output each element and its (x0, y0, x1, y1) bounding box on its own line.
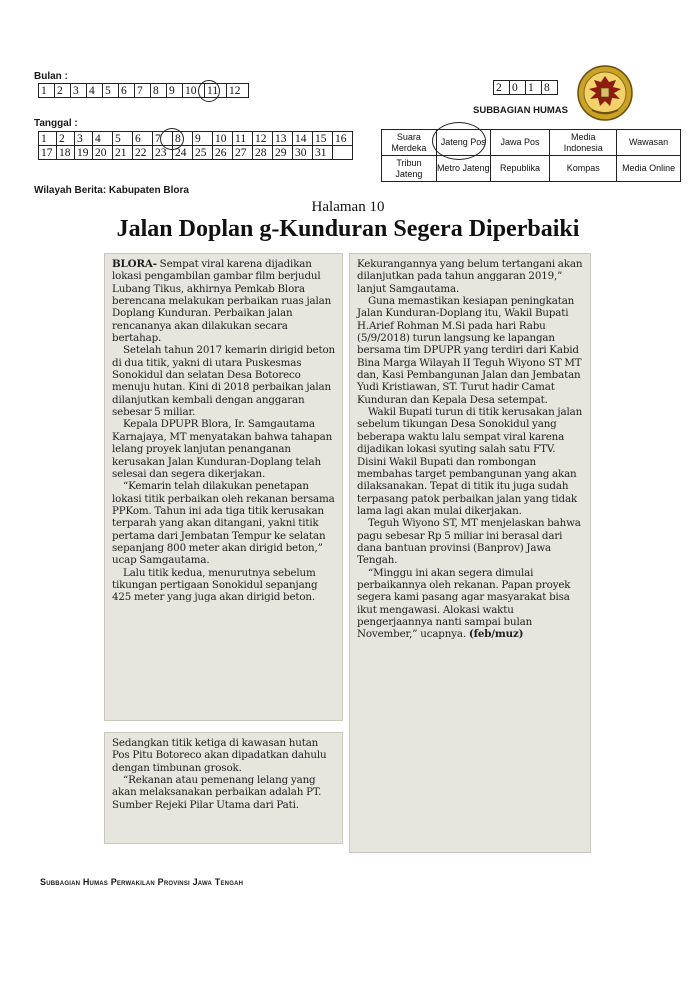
month-cell: 7 (135, 84, 151, 98)
day-cell: 1 (39, 132, 57, 146)
article-paragraph: Kepala DPUPR Blora, Ir. Samgautama Karnajaya, MT menyatakan bahwa tahapan lelang proyek lanjutan penanganan kerusakan Jalan Kunduran-Doplang telah selesai dan segera dikerjakan. (112, 418, 333, 480)
month-cell: 5 (103, 84, 119, 98)
day-cell: 10 (213, 132, 233, 146)
headline: Jalan Doplan g-Kunduran Segera Diperbaiki (116, 216, 580, 242)
day-cell: 31 (313, 146, 333, 160)
day-cell: 12 (253, 132, 273, 146)
day-cell: 23 (153, 146, 173, 160)
day-cell: 2 (57, 132, 75, 146)
subbagian-humas-label: SUBBAGIAN HUMAS (473, 105, 568, 116)
day-cell: 27 (233, 146, 253, 160)
year-box (493, 80, 558, 95)
article-paragraph: Kekurangannya yang belum tertangani akan dilanjutkan pada tahun anggaran 2019,” lanjut Samgautama. (357, 258, 583, 295)
day-cell: 7 (153, 132, 173, 146)
month-cell: 10 (183, 84, 205, 98)
year-digit-cell: 0 (510, 81, 526, 95)
media-table (381, 129, 681, 182)
article-paragraph: “Kemarin telah dilakukan penetapan lokasi titik perbaikan oleh rekanan bersama PPKom. Tahun ini ada tiga titik kerusakan terparah yang akan ditangani, yakni titik pertama dari Jembatan Tempur ke selatan sepanjang 800 meter akan dirigid beton,” ucap Samgautama. (112, 480, 335, 567)
clipping-column-1b (104, 732, 343, 844)
garuda-emblem-icon (576, 64, 634, 122)
clipping-column-2 (349, 253, 591, 853)
article-paragraph: Lalu titik kedua, menurutnya sebelum tikungan pertigaan Sonokidul sepanjang 425 meter yang juga akan dirigid beton. (112, 566, 318, 604)
month-cell: 6 (119, 84, 135, 98)
media-jawa-pos: Jawa Pos (490, 130, 550, 156)
article-paragraph: Sedangkan titik ketiga di kawasan hutan Pos Pitu Botoreco akan dipadatkan dahulu dengan timbunan grosok. (112, 737, 327, 774)
day-cell: 18 (57, 146, 75, 160)
day-cell: 29 (273, 146, 293, 160)
media-media-indonesia: Media Indonesia (550, 130, 617, 156)
month-cell: 1 (39, 84, 55, 98)
month-cell: 12 (227, 84, 249, 98)
day-cell: 14 (293, 132, 313, 146)
month-cell: 4 (87, 84, 103, 98)
day-cell: 6 (133, 132, 153, 146)
month-cell: 8 (151, 84, 167, 98)
day-cell: 25 (193, 146, 213, 160)
media-suara-merdeka: Suara Merdeka (382, 130, 437, 156)
day-cell: 22 (133, 146, 153, 160)
year-digit-cell: 8 (542, 81, 558, 95)
byline: (feb/muz) (468, 628, 524, 641)
media-media-online: Media Online (617, 156, 681, 182)
day-cell: 15 (313, 132, 333, 146)
month-cell: 9 (167, 84, 183, 98)
day-cell: 21 (113, 146, 133, 160)
tanggal-label: Tanggal : (34, 118, 78, 129)
day-cell (333, 146, 353, 160)
day-cell: 16 (333, 132, 353, 146)
dateline: BLORA- (112, 258, 157, 270)
article-paragraph: Guna memastikan kesiapan peningkatan Jalan Kunduran-Doplang itu, Wakil Bupati H.Arief Rohman M.Si pada hari Rabu (5/9/2018) turun langsung ke lapangan bersama tim DPUPR yang terdiri dari Kabid Bina Marga Wilayah II Teguh Wiyono ST MT dan, Kasi Pembangunan Jalan dan Jembatan Yudi Kristiawan, ST. Turut hadir Camat Kunduran dan Kepala Desa setempat. (357, 295, 582, 406)
article-paragraph: “Minggu ini akan segera dimulai perbaikannya oleh rekanan. Papan proyek segera kami pasang agar masyarakat bisa ikut mengawasi. Alokasi waktu pengerjaannya nanti sampai bulan November,” ucapnya. (feb/muz) (357, 566, 571, 641)
day-cell: 13 (273, 132, 293, 146)
clipping-column-1 (104, 253, 343, 721)
article-paragraph: Teguh Wiyono ST, MT menjelaskan bahwa pagu sebesar Rp 5 miliar ini berasal dari dana bantuan provinsi (Banprov) Jawa Tengah. (357, 517, 581, 567)
article-paragraph: Wakil Bupati turun di titik kerusakan jalan sebelum tikungan Desa Sonokidul yang beberapa waktu lalu sempat viral karena dijadikan lokasi syuting salah satu FTV. Disini Wakil Bupati dan rombongan membahas target pembangunan yang akan dilaksanakan. Tepat di titik itu juga sudah terpasang patok perbaikan jalan yang tidak lama lagi akan mulai dikerjakan. (357, 406, 583, 517)
article-paragraph: BLORA- Sempat viral karena dijadikan lokasi pengambilan gambar film berjudul Lubang Tikus, akhirnya Pemkab Blora berencana melakukan perbaikan ruas jalan Doplang Kunduran. Perbaikan jalan rencananya akan dilakukan secara bertahap. (112, 258, 332, 345)
day-cell: 5 (113, 132, 133, 146)
day-grid (38, 131, 353, 160)
year-digit-cell: 1 (526, 81, 542, 95)
media-jateng-pos: Jateng Pos (436, 130, 490, 156)
bulan-label: Bulan : (34, 71, 68, 82)
month-cell: 3 (71, 84, 87, 98)
page-number: Halaman 10 (311, 199, 385, 215)
day-cell: 8 (173, 132, 193, 146)
day-cell: 24 (173, 146, 193, 160)
article-paragraph: Setelah tahun 2017 kemarin dirigid beton di dua titik, yakni di utara Puskesmas Sonokidul dan selatan Desa Botoreco menuju hutan. Kini di 2018 perbaikan jalan dilanjutkan kembali dengan anggaran sebesar 5 miliar. (112, 344, 335, 419)
month-cell: 2 (55, 84, 71, 98)
day-cell: 9 (193, 132, 213, 146)
wilayah-berita: Wilayah Berita: Kabupaten Blora (34, 185, 189, 196)
year-digit-cell: 2 (494, 81, 510, 95)
day-cell: 19 (75, 146, 93, 160)
day-cell: 4 (93, 132, 113, 146)
media-tribun-jateng: Tribun Jateng (382, 156, 437, 182)
day-cell: 11 (233, 132, 253, 146)
media-kompas: Kompas (550, 156, 617, 182)
media-wawasan: Wawasan (617, 130, 681, 156)
day-cell: 17 (39, 146, 57, 160)
day-cell: 3 (75, 132, 93, 146)
month-grid (38, 83, 249, 98)
day-cell: 28 (253, 146, 273, 160)
article-paragraph: “Rekanan atau pemenang lelang yang akan melaksanakan perbaikan adalah PT. Sumber Rejeki Pilar Utama dari Pati. (112, 774, 322, 811)
day-cell: 20 (93, 146, 113, 160)
day-cell: 26 (213, 146, 233, 160)
media-republika: Republika (490, 156, 550, 182)
month-cell: 11 (205, 84, 227, 98)
footer-office: Subbagian Humas Perwakilan Provinsi Jawa Tengah (40, 877, 244, 887)
day-cell: 30 (293, 146, 313, 160)
media-metro-jateng: Metro Jateng (436, 156, 490, 182)
